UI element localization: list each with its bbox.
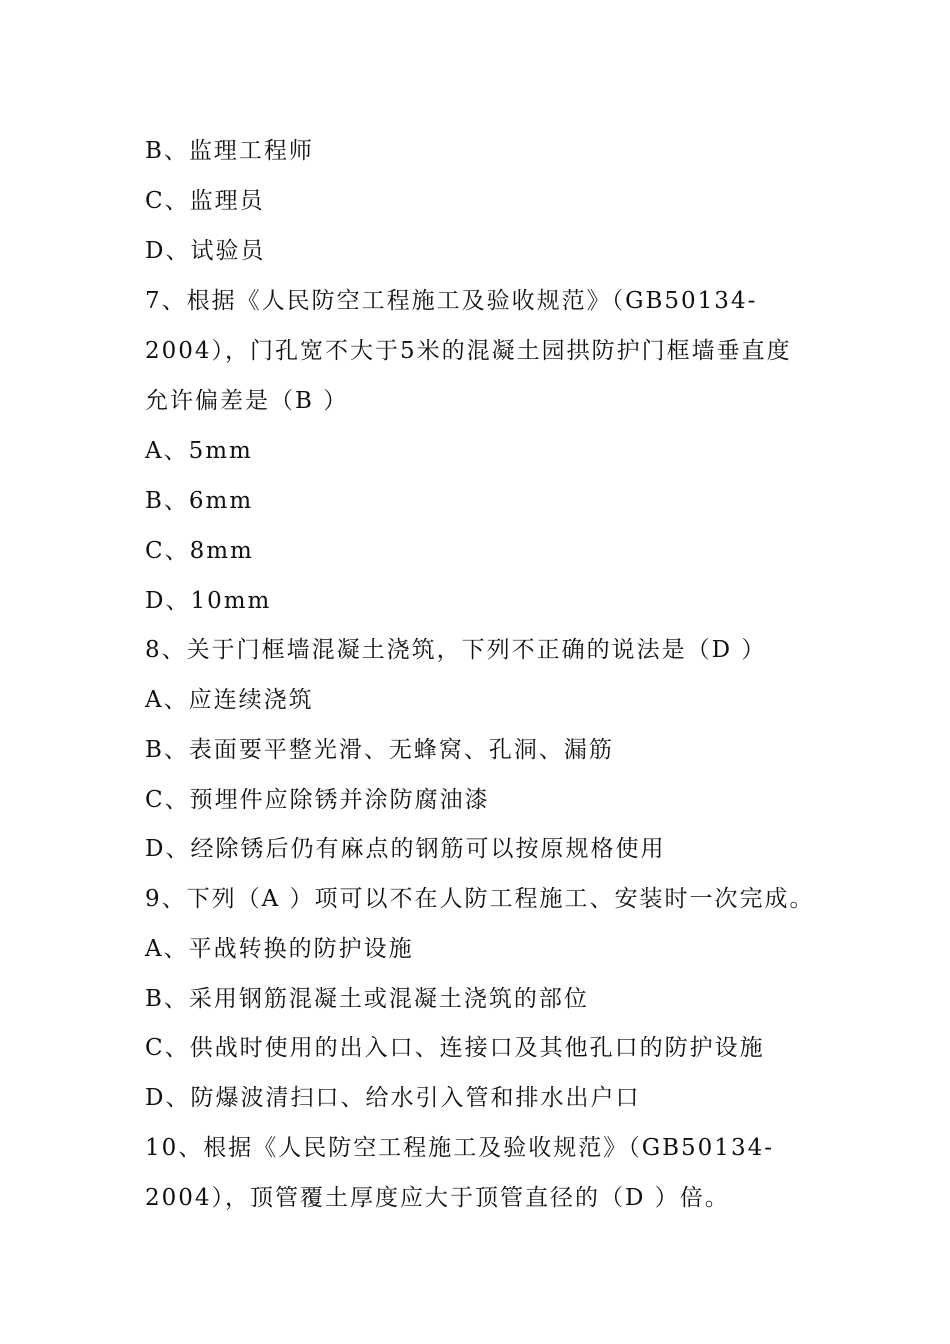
question-7-line-1: 7、根据《人民防空工程施工及验收规范》（GB50134- [145,288,758,314]
q9-option-d: D、防爆波清扫口、给水引入管和排水出户口 [145,1085,641,1111]
q7-option-b: B、6mm [145,488,254,514]
q7-option-a: A、5mm [145,438,253,464]
question-7-line-3: 允许偏差是（B ） [145,388,349,414]
q9-option-c: C、供战时使用的出入口、连接口及其他孔口的防护设施 [145,1035,765,1061]
q7-option-d: D、10mm [145,588,272,614]
option-d-tester: D、试验员 [145,238,266,264]
option-b-supervising-engineer: B、监理工程师 [145,138,314,164]
question-7-line-2: 2004），门孔宽不大于5米的混凝土园拱防护门框墙垂直度 [145,338,792,364]
q9-option-a: A、平战转换的防护设施 [145,936,414,962]
option-c-supervisor: C、监理员 [145,188,265,214]
question-8: 8、关于门框墙混凝土浇筑，下列不正确的说法是（D ） [145,637,767,663]
question-10-line-1: 10、根据《人民防空工程施工及验收规范》（GB50134- [145,1135,774,1161]
question-9: 9、下列（A ）项可以不在人防工程施工、安装时一次完成。 [145,886,815,912]
q8-option-a: A、应连续浇筑 [145,687,314,713]
question-10-line-2: 2004），顶管覆土厚度应大于顶管直径的（D ）倍。 [145,1185,730,1211]
q8-option-d: D、经除锈后仍有麻点的钢筋可以按原规格使用 [145,836,666,862]
q8-option-c: C、预埋件应除锈并涂防腐油漆 [145,787,490,813]
q9-option-b: B、采用钢筋混凝土或混凝土浇筑的部位 [145,986,589,1012]
q8-option-b: B、表面要平整光滑、无蜂窝、孔洞、漏筋 [145,737,614,763]
q7-option-c: C、8mm [145,538,254,564]
